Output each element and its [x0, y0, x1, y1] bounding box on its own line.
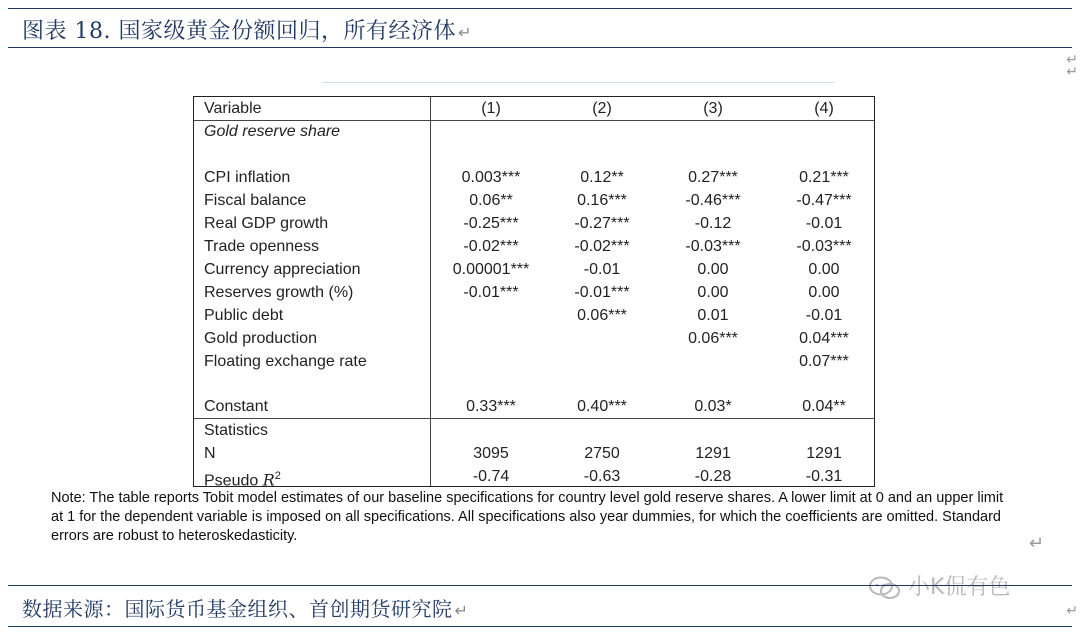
row-label: Real GDP growth [204, 215, 329, 232]
table-cell: 0.16*** [577, 192, 627, 209]
paragraph-mark-icon: ↵ [1028, 533, 1044, 554]
watermark: 小K侃有色 [868, 570, 1010, 601]
table-cell: -0.46*** [685, 192, 741, 209]
row-label-constant: Constant [204, 398, 269, 415]
column-header: (4) [814, 100, 834, 117]
table-cell: 0.21*** [799, 169, 849, 186]
table-cell: 0.06*** [577, 307, 627, 324]
row-label: Trade openness [204, 238, 320, 255]
table-cell: -0.31 [805, 468, 843, 485]
table-cell: 0.07*** [799, 353, 849, 370]
table-cell: -0.12 [694, 215, 732, 232]
table-cell: 0.33*** [466, 398, 516, 415]
paragraph-mark-icon: ↵ [457, 23, 472, 42]
table-cell: -0.02*** [574, 238, 630, 255]
column-header: (1) [481, 100, 501, 117]
header-divider [194, 120, 874, 121]
table-cell: -0.03*** [796, 238, 852, 255]
table-cell: -0.63 [583, 468, 621, 485]
table-cell: -0.28 [694, 468, 732, 485]
table-cell: 1291 [695, 445, 731, 462]
paragraph-mark-icon: ↵ [454, 601, 469, 620]
table-cell: 0.40*** [577, 398, 627, 415]
table-cell: 0.003*** [461, 169, 521, 186]
table-cell: 0.06** [469, 192, 513, 209]
header-variable: Variable [204, 100, 262, 117]
table-cell: 0.06*** [688, 330, 738, 347]
table-cell: -0.01 [805, 215, 843, 232]
table-cell: 0.00 [808, 284, 840, 301]
table-cell: -0.25*** [463, 215, 519, 232]
table-cell: -0.01*** [463, 284, 519, 301]
row-label: CPI inflation [204, 169, 291, 186]
row-label: Reserves growth (%) [204, 284, 354, 301]
table-note: Note: The table reports Tobit model estimates of our baseline specifications for country level gold reserve shares. A lower limit at 0 and an upper limit at 1 for the dependent variable is imposed on all specifications. All specifications also year dummies, for which the coefficients are omitted. Standard errors are robust to heteroskedasticity. [51, 490, 1004, 544]
table-cell: 3095 [473, 445, 509, 462]
top-rule [8, 8, 1072, 9]
table-cell: 0.03* [694, 398, 732, 415]
row-label: Fiscal balance [204, 192, 307, 209]
column-header: (3) [703, 100, 723, 117]
title-underline [8, 47, 1072, 48]
footer-top-rule [8, 585, 1072, 586]
paragraph-mark-icon: ↵ [1066, 603, 1078, 619]
table-cell: 0.00001*** [452, 261, 530, 278]
paragraph-mark-icon: ↵ [1066, 64, 1078, 80]
stats-heading: Statistics [204, 422, 269, 439]
table-cell: -0.01 [583, 261, 621, 278]
table-cell: 0.27*** [688, 169, 738, 186]
table-cell: -0.02*** [463, 238, 519, 255]
table-cell: -0.03*** [685, 238, 741, 255]
wechat-icon [868, 576, 902, 600]
table-cell: 0.01 [697, 307, 729, 324]
paragraph-mark-icon: ↵ [1066, 52, 1078, 68]
table-cell: 0.04** [802, 398, 846, 415]
column-header: (2) [592, 100, 612, 117]
dependent-variable: Gold reserve share [204, 123, 341, 140]
table-cell: 0.04*** [799, 330, 849, 347]
table-cell: -0.01 [805, 307, 843, 324]
table-cell: 0.00 [808, 261, 840, 278]
table-cell: 0.00 [697, 261, 729, 278]
table-cell: 0.12** [580, 169, 624, 186]
table-cell: -0.74 [472, 468, 510, 485]
row-label: Gold production [204, 330, 317, 347]
table-cell: 0.00 [697, 284, 729, 301]
table-cell: -0.47*** [796, 192, 852, 209]
row-label: Currency appreciation [204, 261, 361, 278]
data-source: 数据来源：国际货币基金组织、首创期货研究院 ↵ [22, 597, 469, 621]
column-divider [430, 97, 431, 486]
row-label: Floating exchange rate [204, 353, 367, 370]
row-label-pseudo-r2: Pseudo $R^2$ [204, 470, 281, 490]
row-label: Public debt [204, 307, 284, 324]
stats-divider [194, 418, 874, 419]
table-cell: -0.01*** [574, 284, 630, 301]
regression-table [193, 96, 875, 490]
table-cell: -0.27*** [574, 215, 630, 232]
table-cell: 2750 [584, 445, 620, 462]
row-label-n: N [204, 445, 216, 462]
footer-bottom-rule [8, 626, 1072, 627]
figure-title: 图表 18. 国家级黄金份额回归，所有经济体 ↵ [22, 19, 472, 44]
table-cell: 1291 [806, 445, 842, 462]
faint-divider [322, 82, 834, 83]
